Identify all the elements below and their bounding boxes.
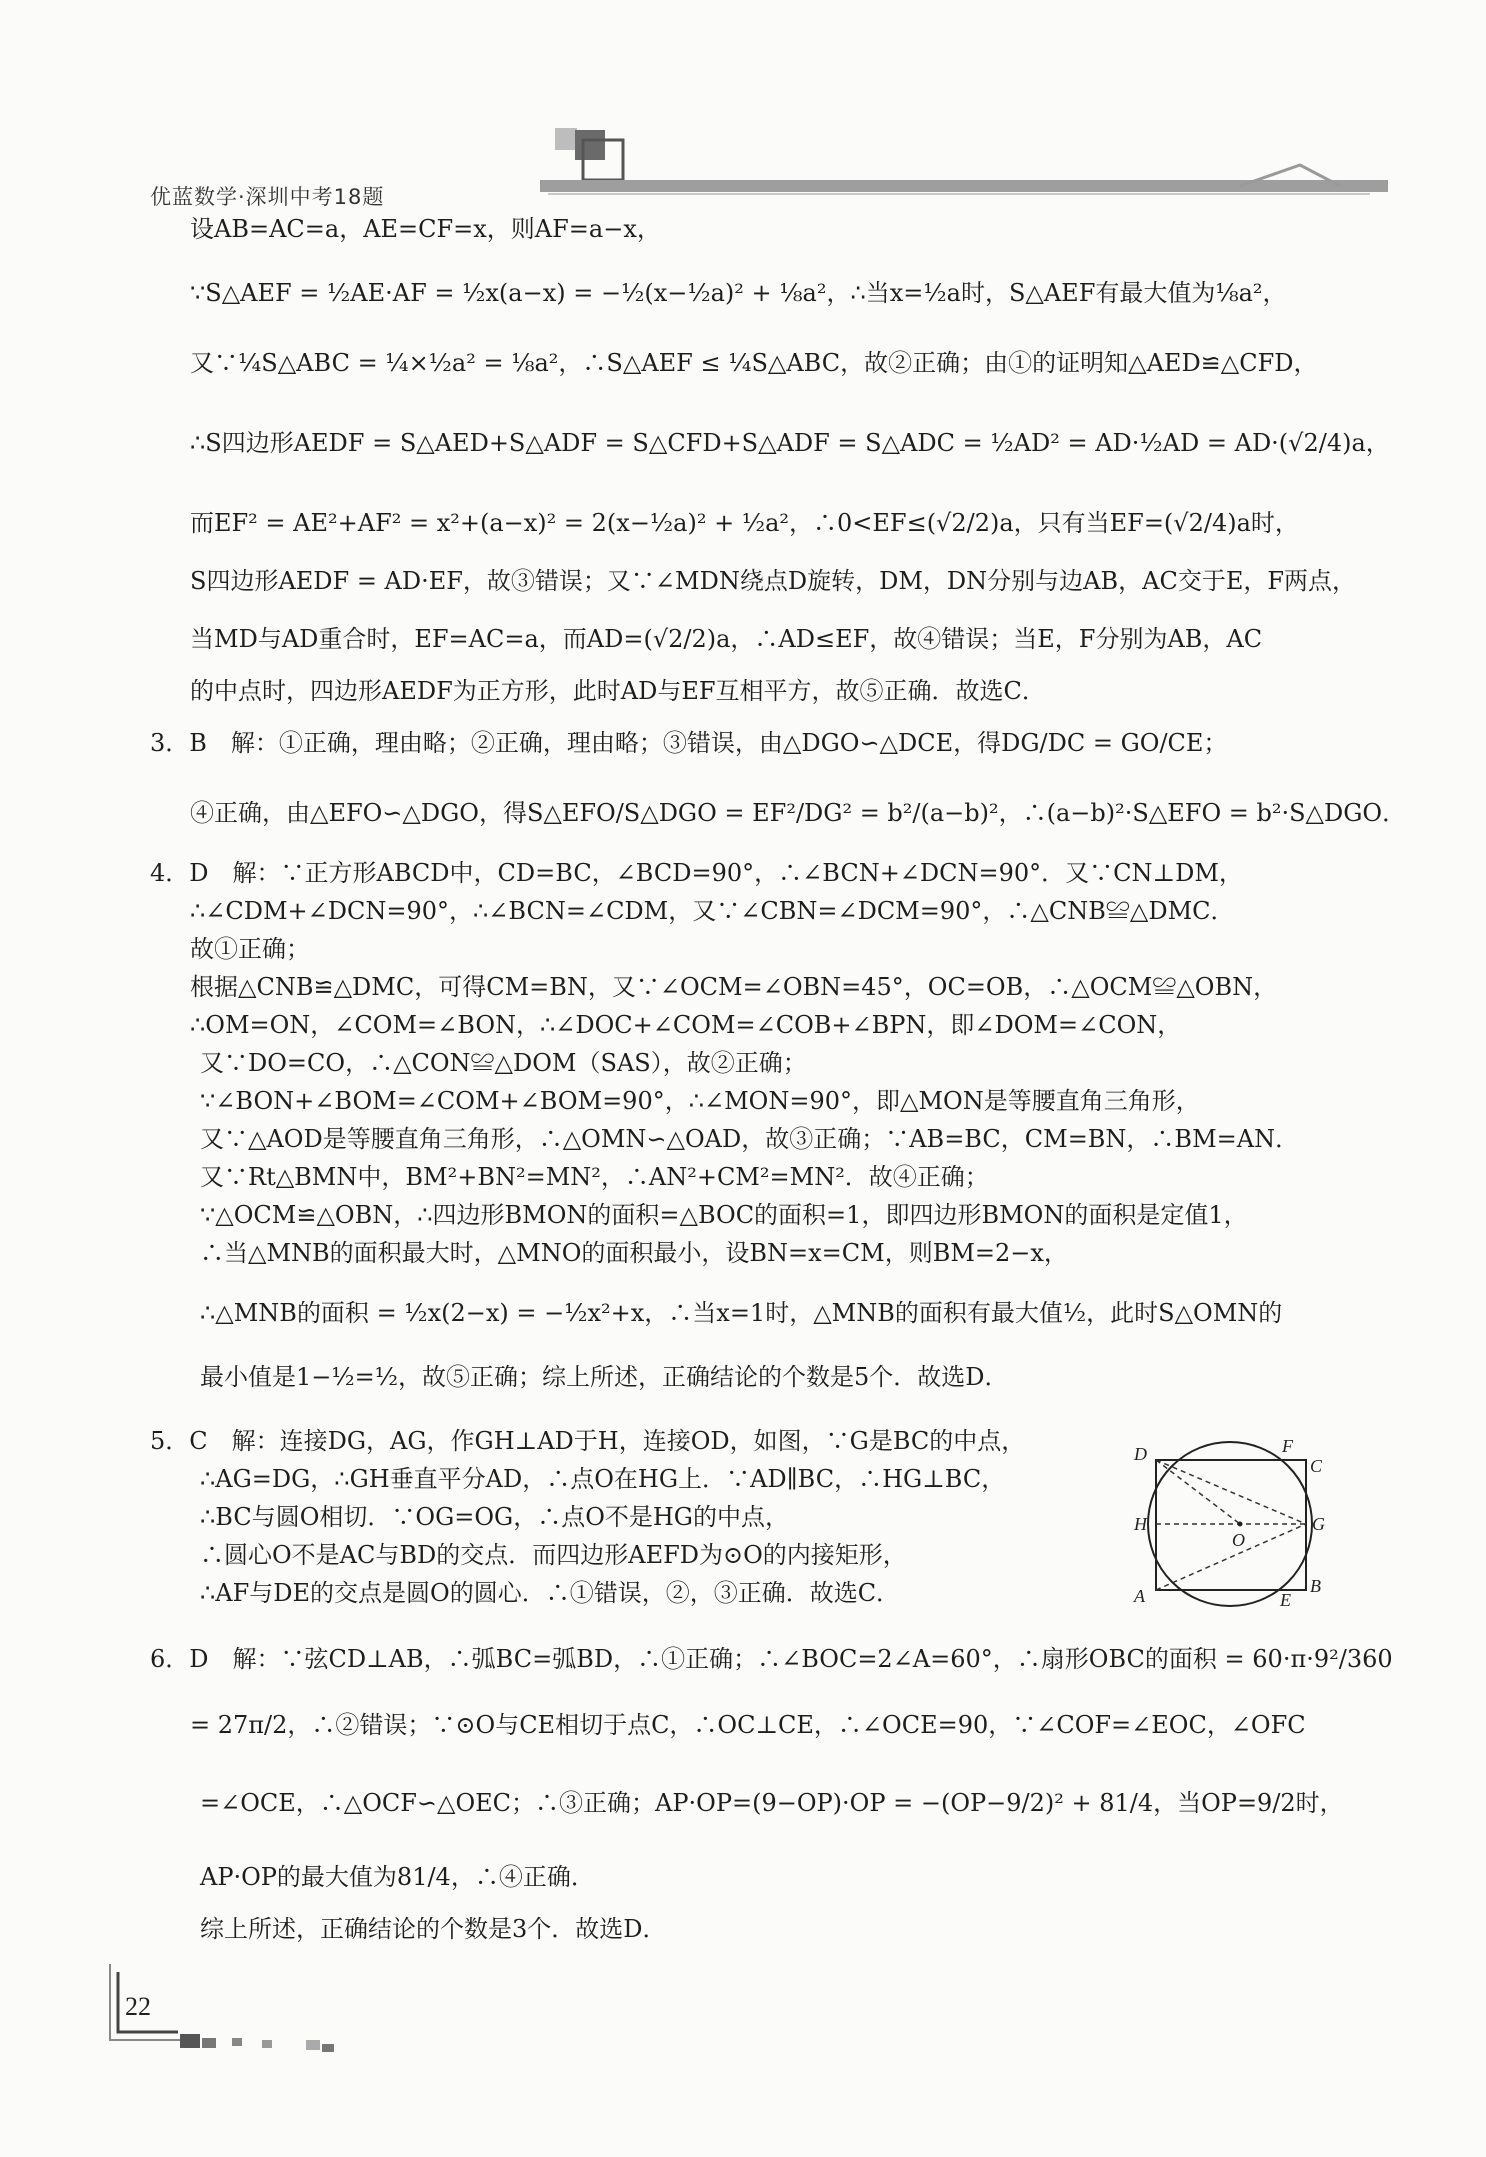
text-line: ∴∠CDM+∠DCN=90°，∴∠BCN=∠CDM，又∵∠CBN=∠DCM=90°，∴△CNB≌△DMC．: [190, 897, 1235, 925]
text-line: 3．B 解：①正确，理由略；②正确，理由略；③错误，由△DGO∽△DCE，得DG/DC = GO/CE；: [150, 729, 1228, 757]
text-line: =∠OCE，∴△OCF∽△OEC；∴③正确；AP·OP=(9−OP)·OP = −(OP−9/2)² + 81/4，当OP=9/2时，: [200, 1789, 1344, 1817]
text-line: AP·OP的最大值为81/4，∴④正确．: [200, 1863, 595, 1891]
page-footer: [0, 1950, 1486, 2153]
label-H: H: [1134, 1514, 1147, 1534]
label-D: D: [1134, 1444, 1147, 1464]
text-line: = 27π/2，∴②错误；∵⊙O与CE相切于点C，∴OC⊥CE，∴∠OCE=90，∵∠COF=∠EOC，∠OFC: [190, 1711, 1306, 1739]
label-O: O: [1232, 1530, 1245, 1550]
text-line: ∴BC与圆O相切．∵OG=OG，∴点O不是HG的中点，: [200, 1503, 789, 1531]
text-line: 又∵Rt△BMN中，BM²+BN²=MN²，∴AN²+CM²=MN²．故④正确；: [200, 1163, 989, 1191]
text-line: ∴当△MNB的面积最大时，△MNO的面积最小，设BN=x=CM，则BM=2−x，: [200, 1239, 1068, 1267]
text-line: ∴AF与DE的交点是圆O的圆心．∴①错误，②，③正确．故选C．: [200, 1579, 901, 1607]
text-line: ∴△MNB的面积 = ½x(2−x) = −½x²+x，∴当x=1时，△MNB的面积有最大值½，此时S△OMN的: [200, 1299, 1283, 1327]
text-line: ∴OM=ON，∠COM=∠BON，∴∠DOC+∠COM=∠COB+∠BPN，即∠DOM=∠CON，: [190, 1011, 1182, 1039]
page-header: [0, 0, 1486, 220]
footer-decoration: [0, 1950, 1486, 2153]
text-line: 又∵△AOD是等腰直角三角形，∴△OMN∽△OAD，故③正确；∵AB=BC，CM=BN，∴BM=AN．: [200, 1125, 1300, 1153]
label-E: E: [1280, 1590, 1291, 1610]
text-line: 当MD与AD重合时，EF=AC=a，而AD=(√2/2)a，∴AD≤EF，故④错误；当E，F分别为AB，AC: [190, 625, 1263, 653]
label-A: A: [1134, 1586, 1145, 1606]
text-line: ∴AG=DG，∴GH垂直平分AD，∴点O在HG上．∵AD∥BC，∴HG⊥BC，: [200, 1465, 1006, 1493]
book-title: 优蓝数学·深圳中考18题: [150, 185, 385, 209]
text-line: 根据△CNB≌△DMC，可得CM=BN，又∵∠OCM=∠OBN=45°，OC=OB，∴△OCM≌△OBN，: [190, 973, 1278, 1001]
text-line: 4．D 解：∵正方形ABCD中，CD=BC，∠BCD=90°，∴∠BCN+∠DCN=90°．又∵CN⊥DM，: [150, 859, 1243, 887]
page-number: 22: [125, 1992, 151, 2021]
text-line: 6．D 解：∵弦CD⊥AB，∴弧BC=弧BD，∴①正确；∴∠BOC=2∠A=60°，∴扇形OBC的面积 = 60·π·9²/360: [150, 1645, 1393, 1673]
text-line: 设AB=AC=a，AE=CF=x，则AF=a−x，: [190, 215, 661, 243]
circle-rectangle-figure: [1120, 1432, 1340, 1612]
label-F: F: [1282, 1436, 1293, 1456]
text-line: ∵S△AEF = ½AE·AF = ½x(a−x) = −½(x−½a)² + ⅛a²，∴当x=½a时，S△AEF有最大值为⅛a²，: [190, 279, 1287, 307]
text-line: S四边形AEDF = AD·EF，故③错误；又∵∠MDN绕点D旋转，DM，DN分别与边AB，AC交于E，F两点，: [190, 567, 1356, 595]
text-line: ∴S四边形AEDF = S△AED+S△ADF = S△CFD+S△ADF = S△ADC = ½AD² = AD·½AD = AD·(√2/4)a，: [190, 429, 1390, 457]
label-B: B: [1310, 1576, 1321, 1596]
text-line: ∵∠BON+∠BOM=∠COM+∠BOM=90°，∴∠MON=90°，即△MON是等腰直角三角形，: [200, 1087, 1200, 1115]
label-C: C: [1310, 1456, 1323, 1476]
text-line: ∴圆心O不是AC与BD的交点．而四边形AEFD为⊙O的内接矩形，: [200, 1541, 907, 1569]
text-line: 5．C 解：连接DG，AG，作GH⊥AD于H，连接OD，如图，∵G是BC的中点，: [150, 1427, 1026, 1455]
text-line: 又∵DO=CO，∴△CON≌△DOM（SAS），故②正确；: [200, 1049, 807, 1077]
text-line: 最小值是1−½=½，故⑤正确；综上所述，正确结论的个数是5个．故选D．: [200, 1363, 1009, 1391]
text-line: 故①正确；: [190, 935, 310, 963]
text-line: 又∵¼S△ABC = ¼×½a² = ⅛a²，∴S△AEF ≤ ¼S△ABC，故②正确；由①的证明知△AED≌△CFD，: [190, 349, 1318, 377]
text-line: 而EF² = AE²+AF² = x²+(a−x)² = 2(x−½a)² + ½a²，∴0<EF≤(√2/2)a，只有当EF=(√2/4)a时，: [190, 509, 1299, 537]
label-G: G: [1312, 1514, 1325, 1534]
text-line: 综上所述，正确结论的个数是3个．故选D．: [200, 1915, 667, 1943]
text-line: ∵△OCM≌△OBN，∴四边形BMON的面积=△BOC的面积=1，即四边形BMON的面积是定值1，: [200, 1201, 1248, 1229]
text-line: ④正确，由△EFO∽△DGO，得S△EFO/S△DGO = EF²/DG² = b²/(a−b)²，∴(a−b)²·S△EFO = b²·S△DGO．: [190, 799, 1407, 827]
text-line: 的中点时，四边形AEDF为正方形，此时AD与EF互相平方，故⑤正确．故选C．: [190, 677, 1046, 705]
